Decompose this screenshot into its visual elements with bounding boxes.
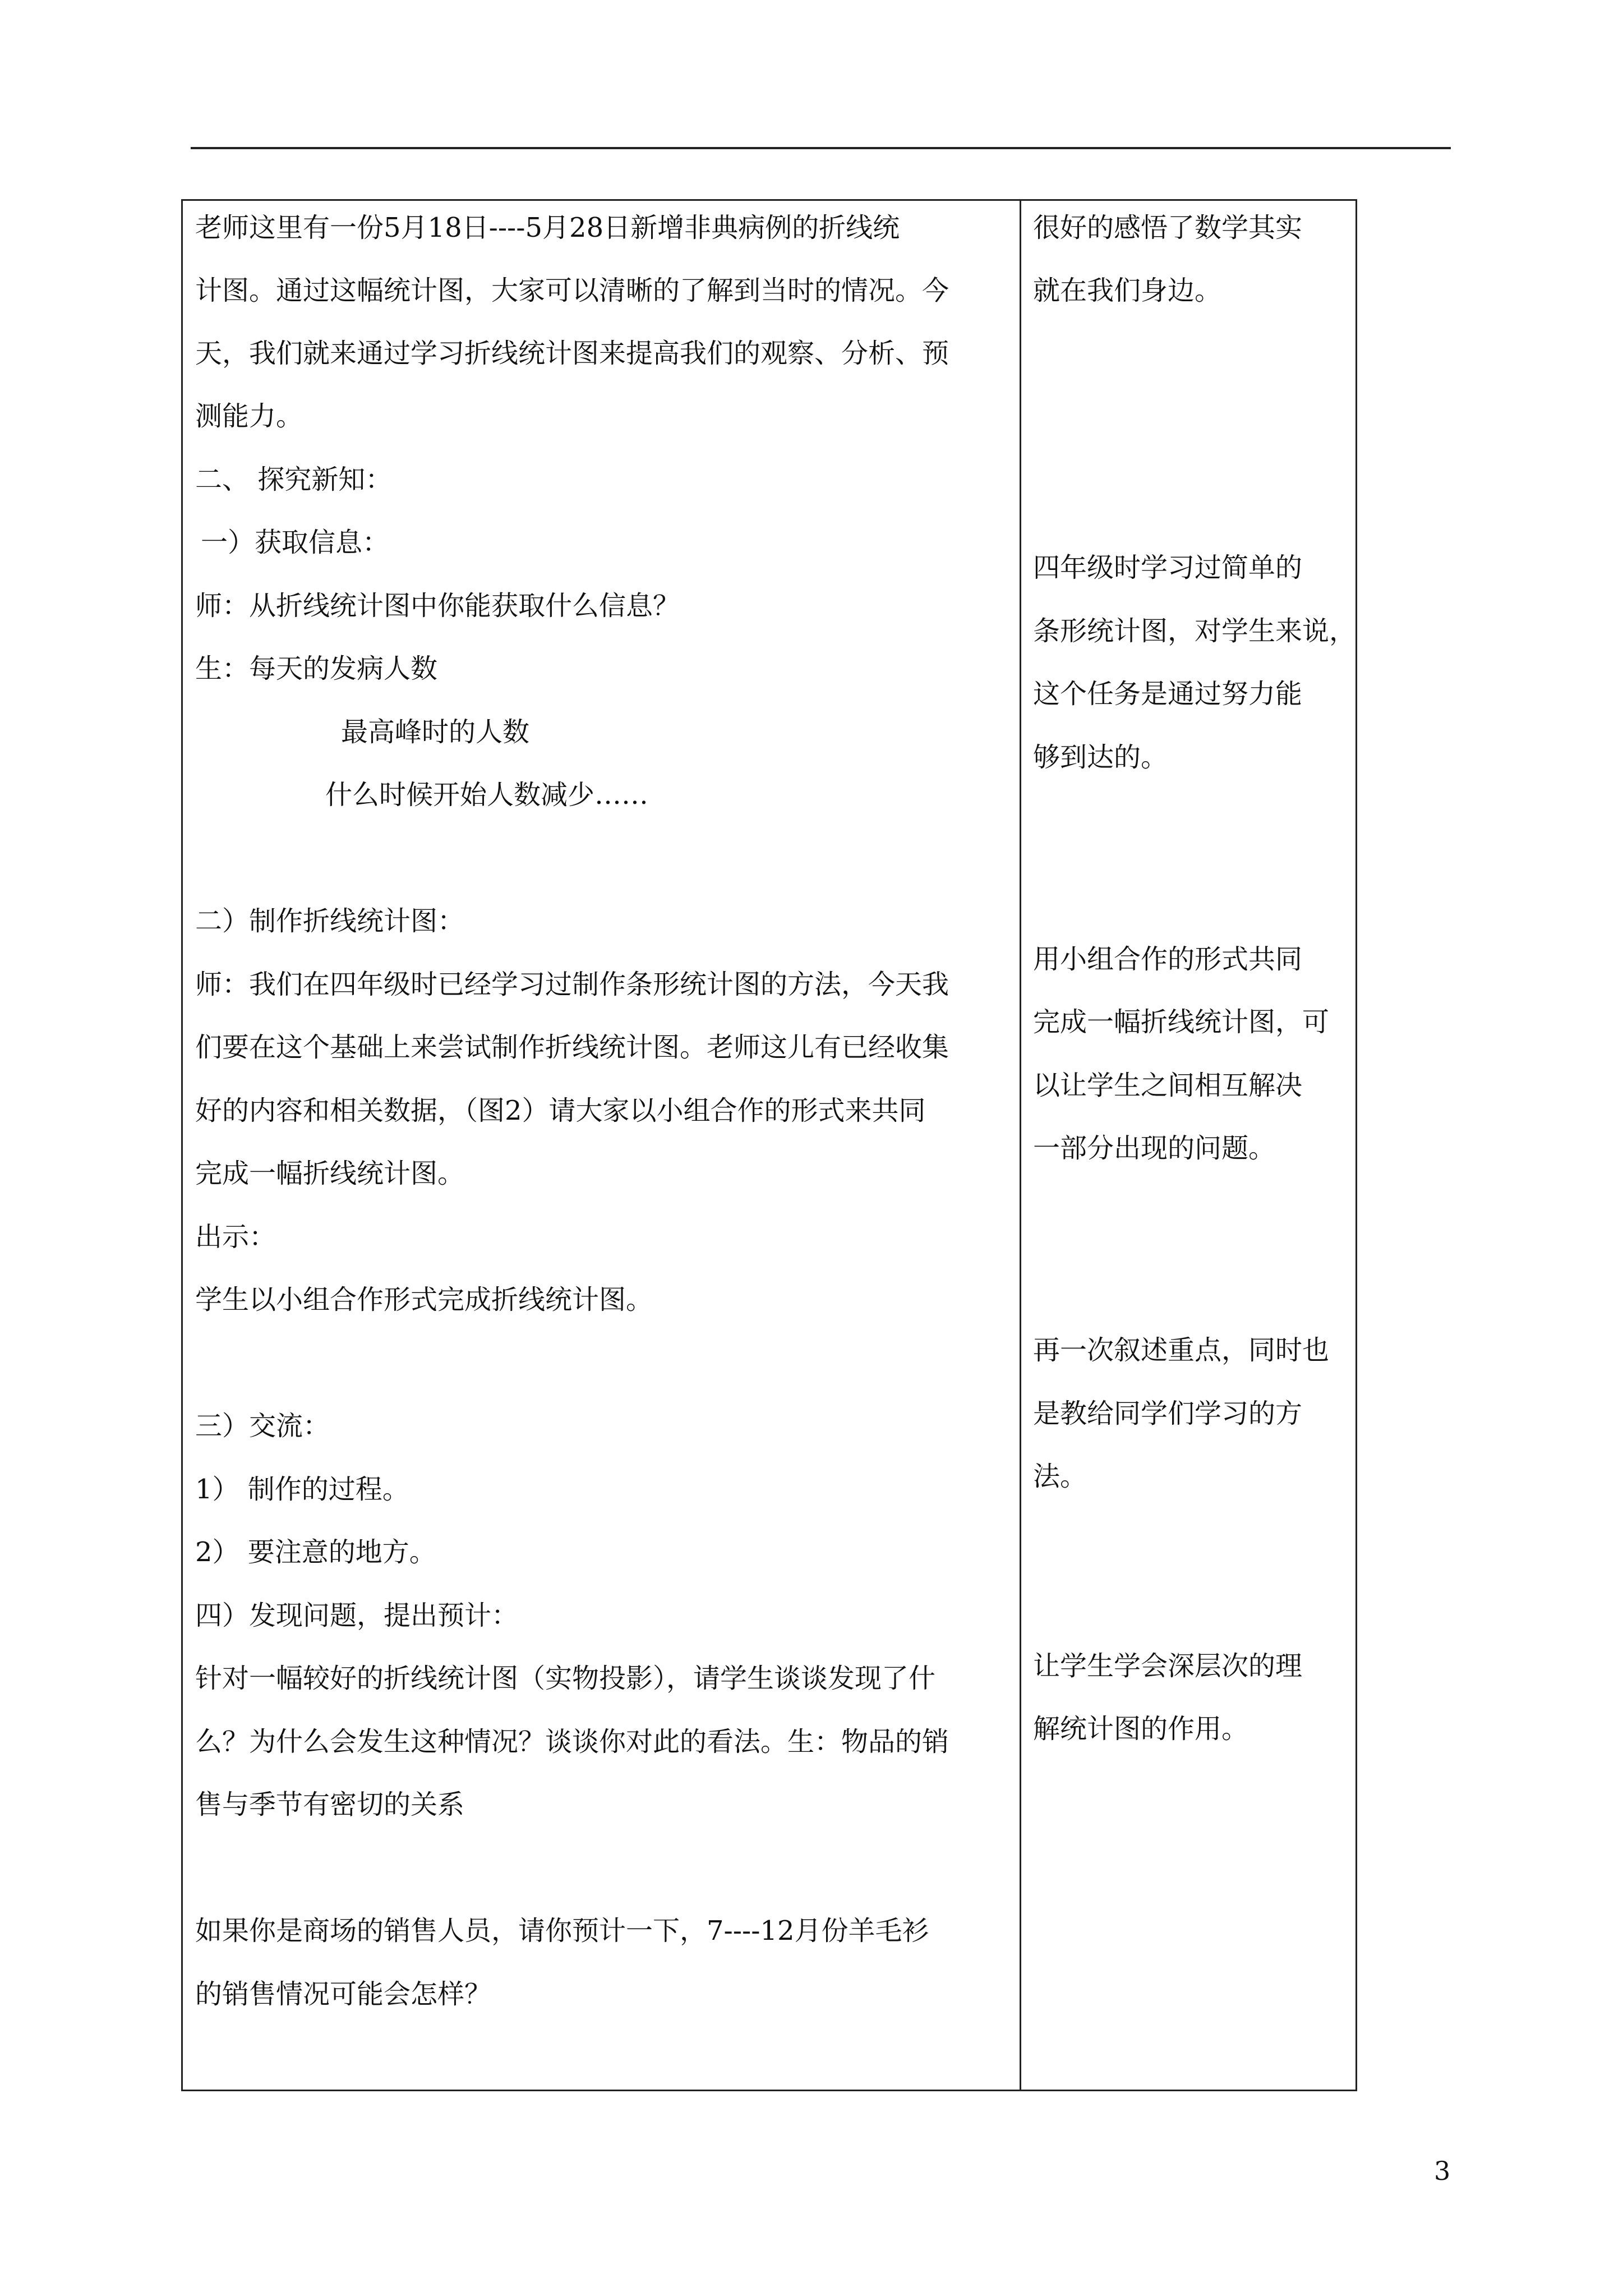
note-text-line: 让学生学会深层次的理 — [1033, 1650, 1303, 1682]
note-text-line: 完成一幅折线统计图，可 — [1033, 1006, 1330, 1038]
main-text-line: 老师这里有一份5月18日----5月28日新增非典病例的折线统 — [195, 212, 900, 243]
main-text-line: 学生以小组合作形式完成折线统计图。 — [195, 1284, 653, 1315]
table-column-divider — [1020, 199, 1021, 2091]
note-text-line: 解统计图的作用。 — [1033, 1713, 1249, 1745]
note-text-line: 很好的感悟了数学其实 — [1033, 212, 1303, 243]
note-text-line: 一部分出现的问题。 — [1033, 1133, 1276, 1164]
header-rule — [191, 147, 1451, 149]
main-text-line: 完成一幅折线统计图。 — [195, 1158, 465, 1189]
note-text-line: 就在我们身边。 — [1033, 275, 1222, 306]
note-text-line: 法。 — [1033, 1461, 1087, 1492]
main-text-line: 如果你是商场的销售人员，请你预计一下，7----12月份羊毛衫 — [195, 1915, 929, 1947]
note-text-line: 够到达的。 — [1033, 742, 1168, 773]
main-text-line: 售与季节有密切的关系 — [195, 1789, 465, 1820]
note-text-line: 这个任务是通过努力能 — [1033, 678, 1303, 710]
main-text-line: 师：我们在四年级时已经学习过制作条形统计图的方法，今天我 — [195, 969, 949, 1000]
main-text-line: 测能力。 — [195, 401, 303, 432]
main-text-line: 们要在这个基础上来尝试制作折线统计图。老师这儿有已经收集 — [195, 1032, 949, 1063]
main-text-line: 生：每天的发病人数 — [195, 653, 438, 684]
main-text-line: 好的内容和相关数据，（图2）请大家以小组合作的形式来共同 — [195, 1095, 926, 1126]
main-text-line: 师：从折线统计图中你能获取什么信息？ — [195, 590, 680, 622]
main-text-line: 么？为什么会发生这种情况？谈谈你对此的看法。生：物品的销 — [195, 1726, 949, 1757]
main-text-line: 针对一幅较好的折线统计图（实物投影），请学生谈谈发现了什 — [195, 1663, 936, 1694]
note-text-line: 条形统计图，对学生来说， — [1033, 615, 1357, 647]
subsection-heading: 一）获取信息： — [201, 527, 390, 558]
subsection-heading: 二）制作折线统计图： — [195, 905, 465, 937]
main-text-line: 天，我们就来通过学习折线统计图来提高我们的观察、分析、预 — [195, 338, 949, 369]
main-text-line: 的销售情况可能会怎样？ — [195, 1978, 492, 2010]
main-text-line: 什么时候开始人数减少…… — [325, 779, 649, 811]
section-heading: 二、 探究新知： — [195, 464, 393, 495]
note-text-line: 是教给同学们学习的方 — [1033, 1398, 1303, 1429]
main-text-line: 计图。通过这幅统计图，大家可以清晰的了解到当时的情况。今 — [195, 275, 949, 306]
page-number: 3 — [1434, 2156, 1451, 2186]
note-text-line: 用小组合作的形式共同 — [1033, 944, 1303, 975]
main-text-line: 最高峰时的人数 — [341, 716, 530, 748]
note-text-line: 以让学生之间相互解决 — [1033, 1070, 1303, 1101]
list-item: 2） 要注意的地方。 — [195, 1536, 436, 1568]
list-item: 1） 制作的过程。 — [195, 1474, 409, 1505]
note-text-line: 四年级时学习过简单的 — [1033, 552, 1303, 583]
main-text-line: 出示： — [195, 1221, 276, 1253]
subsection-heading: 四）发现问题，提出预计： — [195, 1600, 519, 1631]
subsection-heading: 三）交流： — [195, 1410, 330, 1442]
note-text-line: 再一次叙述重点，同时也 — [1033, 1335, 1330, 1366]
